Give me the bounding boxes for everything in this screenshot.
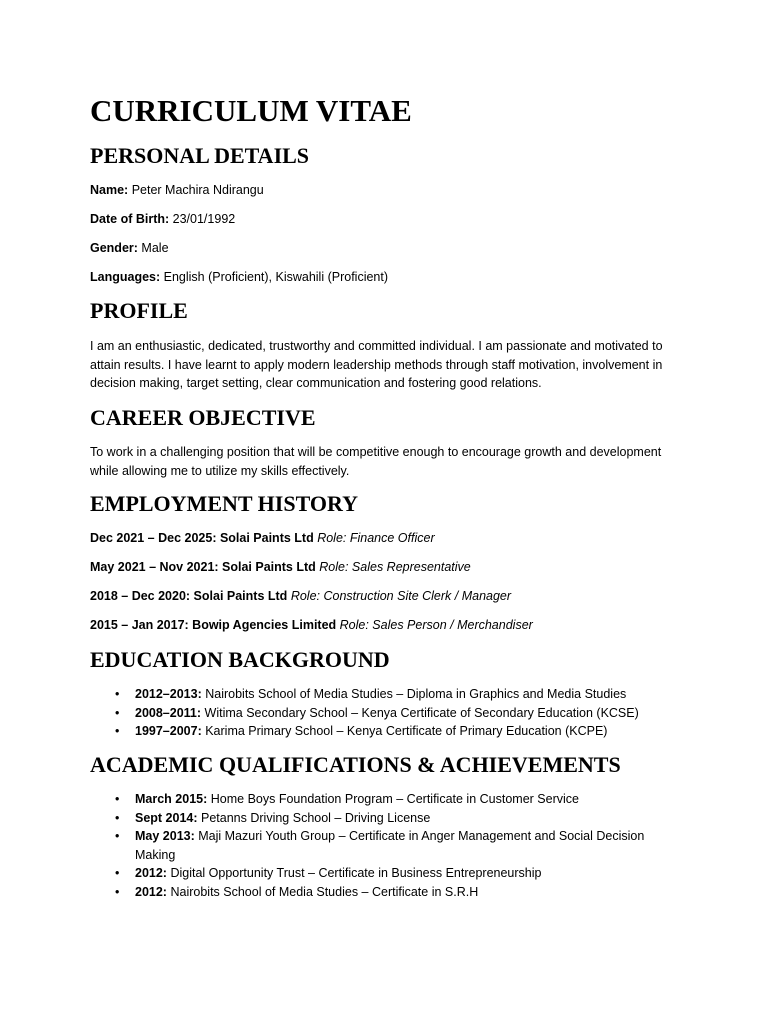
education-years: 2012–2013:: [135, 687, 202, 701]
dob-line: [90, 210, 235, 229]
gender-line: [90, 239, 169, 258]
qualification-item: [90, 790, 680, 809]
education-detail: Witima Secondary School – Kenya Certificate of Secondary Education (KCSE): [204, 705, 639, 720]
qualification-detail: Nairobits School of Media Studies – Certificate in S.R.H: [170, 884, 479, 899]
qualification-date: Sept 2014:: [135, 810, 198, 825]
profile-text: I am an enthusiastic, dedicated, trustworthy and committed individual. I am passionate and motivated to attain results. I have learnt to apply modern leadership methods through staff motivation, involvement in decision making, target setting, clear communication and fostering good relations.: [90, 339, 663, 390]
qualifications-list: [90, 790, 680, 901]
education-detail: Karima Primary School – Kenya Certificate of Primary Education (KCPE): [205, 724, 608, 738]
dob-value: 23/01/1992: [172, 212, 236, 226]
education-item: [90, 722, 680, 741]
qualification-date: March 2015:: [135, 792, 208, 806]
employment-item: [90, 616, 533, 635]
personal-details-heading: PERSONAL DETAILS: [90, 143, 310, 168]
employment-role: Role: Finance Officer: [317, 531, 435, 545]
qualification-detail: Home Boys Foundation Program – Certificate in Customer Service: [210, 792, 579, 806]
bullet-icon: •: [115, 810, 120, 825]
education-item: [90, 685, 680, 704]
qualification-item: [90, 827, 680, 864]
qualification-item: [90, 883, 680, 902]
bullet-icon: •: [115, 884, 120, 899]
education-years: 2008–2011:: [135, 705, 202, 720]
languages-value: English (Proficient), Kiswahili (Proficient): [163, 270, 389, 284]
employment-history-heading: EMPLOYMENT HISTORY: [90, 491, 358, 516]
name-value: Peter Machira Ndirangu: [131, 183, 264, 197]
qualification-detail: Digital Opportunity Trust – Certificate in Business Entrepreneurship: [170, 866, 542, 880]
bullet-icon: •: [115, 724, 120, 738]
bullet-icon: •: [115, 687, 120, 701]
bullet-icon: •: [115, 829, 120, 843]
education-list: [90, 685, 680, 741]
education-heading: EDUCATION BACKGROUND: [90, 647, 390, 672]
gender-label: Gender:: [90, 241, 138, 255]
employment-item: [90, 529, 435, 548]
qualification-date: 2012:: [135, 884, 167, 899]
languages-line: [90, 268, 388, 287]
name-line: [90, 181, 264, 200]
name-label: Name:: [90, 183, 129, 197]
education-item: [90, 704, 680, 723]
career-objective-text: To work in a challenging position that will be competitive enough to encourage growth and development while allowing me to utilize my skills effectively.: [90, 445, 662, 478]
employment-role: Role: Construction Site Clerk / Manager: [290, 589, 512, 603]
document-title: CURRICULUM VITAE: [90, 93, 412, 128]
qualification-item: [90, 809, 680, 828]
education-detail: Nairobits School of Media Studies – Diploma in Graphics and Media Studies: [205, 687, 627, 701]
employment-item: [90, 587, 511, 606]
qualification-detail: Maji Mazuri Youth Group – Certificate in Anger Management and Social Decision Making: [135, 829, 645, 862]
gender-value: Male: [141, 241, 169, 255]
qualifications-heading: ACADEMIC QUALIFICATIONS & ACHIEVEMENTS: [90, 752, 621, 777]
employment-period: Dec 2021 – Dec 2025: Solai Paints Ltd: [90, 531, 314, 545]
education-years: 1997–2007:: [135, 724, 202, 738]
qualification-item: [90, 864, 680, 883]
career-objective-heading: CAREER OBJECTIVE: [90, 405, 316, 430]
bullet-icon: •: [115, 705, 120, 720]
employment-period: 2018 – Dec 2020: Solai Paints Ltd: [90, 589, 288, 603]
qualification-detail: Petanns Driving School – Driving License: [201, 810, 431, 825]
qualification-date: May 2013:: [135, 829, 195, 843]
employment-role: Role: Sales Representative: [319, 560, 471, 574]
employment-item: [90, 558, 471, 577]
dob-label: Date of Birth:: [90, 212, 170, 226]
bullet-icon: •: [115, 792, 120, 806]
qualification-date: 2012:: [135, 866, 167, 880]
employment-role: Role: Sales Person / Merchandiser: [339, 618, 533, 632]
profile-heading: PROFILE: [90, 298, 188, 323]
employment-period: May 2021 – Nov 2021: Solai Paints Ltd: [90, 560, 316, 574]
bullet-icon: •: [115, 866, 120, 880]
languages-label: Languages:: [90, 270, 161, 284]
employment-period: 2015 – Jan 2017: Bowip Agencies Limited: [90, 618, 337, 632]
